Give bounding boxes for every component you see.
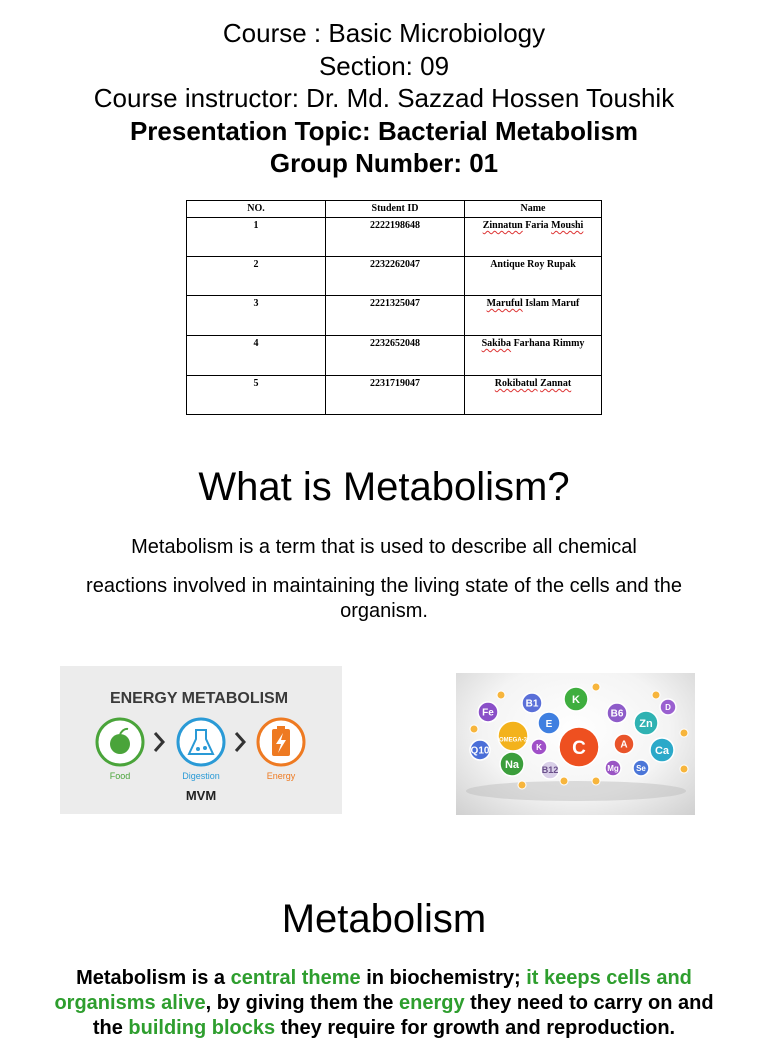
- group-number: Group Number: 01: [269, 148, 499, 178]
- vitamin-label: Q10: [470, 745, 490, 757]
- name-part: Zinnatun: [482, 220, 523, 231]
- table-row: [187, 296, 602, 336]
- mvm-logo: MVM: [185, 788, 217, 803]
- student-id: 2231719047: [326, 376, 465, 415]
- vitamin-label: Fe: [482, 707, 494, 719]
- row-number: 1: [187, 218, 326, 257]
- table-row: [187, 376, 602, 415]
- vitamin-label: B6: [610, 708, 624, 720]
- name-part: Moushi: [551, 220, 584, 231]
- food-label: Food: [109, 771, 131, 781]
- student-name: Antique Roy Rupak: [465, 257, 602, 296]
- column-header-student-id: Student ID: [326, 201, 465, 218]
- highlight-text: it keeps cells and organisms alive: [54, 967, 692, 1014]
- energy-metabolism-image: [60, 666, 342, 814]
- definition-line-1: Metabolism is a term that is used to describe all chemical: [131, 536, 637, 558]
- small-bubble: [518, 781, 526, 789]
- presentation-topic: Presentation Topic: Bacterial Metabolism: [129, 115, 639, 146]
- name-part: Faria: [522, 220, 552, 231]
- small-bubble: [497, 691, 505, 699]
- row-number: 4: [187, 336, 326, 376]
- vitamins-minerals-image: [456, 673, 695, 815]
- small-bubble: [680, 729, 688, 737]
- highlight-text: energy: [399, 992, 465, 1014]
- vitamin-label: B1: [525, 698, 539, 710]
- apple-icon: [110, 734, 130, 754]
- table-row: [187, 218, 602, 257]
- student-name: [465, 376, 602, 415]
- energy-metabolism-graphic: [60, 666, 342, 814]
- what-is-metabolism-heading: What is Metabolism?: [198, 465, 570, 509]
- text-run: they require for growth and reproduction.: [275, 1017, 676, 1039]
- vitamin-label: K: [572, 694, 580, 707]
- row-number: 5: [187, 376, 326, 415]
- small-bubble: [680, 765, 688, 773]
- student-name: [465, 336, 602, 376]
- student-id: 2232652048: [326, 336, 465, 376]
- column-header-no: NO.: [187, 201, 326, 218]
- instructor-label: Course instructor: Dr. Md. Sazzad Hossen Toushik: [93, 83, 675, 113]
- vitamin-label: OMEGA-3: [498, 737, 528, 744]
- small-bubble: [560, 777, 568, 785]
- text-run: they need to carry on and the: [92, 992, 714, 1039]
- energy-label: Energy: [266, 771, 296, 781]
- vitamin-label: Se: [636, 763, 646, 773]
- name-part: Farhana Rimmy: [511, 338, 585, 349]
- student-name: [465, 218, 602, 257]
- definition-line-2: reactions involved in maintaining the living state of the cells and the organism.: [86, 575, 682, 622]
- row-number: 2: [187, 257, 326, 296]
- column-header-name: Name: [465, 201, 602, 218]
- vitamin-bubbles-graphic: [456, 673, 695, 815]
- student-id: 2232262047: [326, 257, 465, 296]
- digestion-circle: [178, 719, 224, 765]
- name-part: Zannat: [540, 378, 572, 389]
- text-run: Metabolism is a: [76, 967, 231, 989]
- small-bubble: [592, 683, 600, 691]
- energy-title: ENERGY METABOLISM: [109, 690, 289, 707]
- arrow-icon: [236, 733, 244, 751]
- vitamin-label: Ca: [654, 745, 670, 758]
- metabolism-heading: Metabolism: [281, 897, 487, 941]
- name-part: Maruful: [486, 298, 523, 309]
- table-header-row: [187, 201, 602, 218]
- vitamin-label: Zn: [639, 718, 653, 731]
- digestion-label: Digestion: [182, 771, 220, 781]
- small-bubble: [592, 777, 600, 785]
- small-bubble: [470, 725, 478, 733]
- metabolism-paragraph: [52, 966, 716, 1041]
- arrow-icon: [155, 733, 163, 751]
- vitamin-label: Na: [504, 759, 520, 772]
- name-part: Rokibatul: [494, 378, 538, 389]
- section-label: Section: 09: [318, 50, 450, 81]
- highlight-text: building blocks: [128, 1017, 276, 1039]
- text-run: , by giving them the: [205, 992, 399, 1014]
- vitamin-label: C: [572, 738, 586, 759]
- name-part: Islam Maruf: [522, 298, 580, 309]
- vitamin-label: E: [545, 718, 553, 730]
- vitamin-label: K: [536, 742, 542, 752]
- small-bubble: [652, 691, 660, 699]
- table-row: [187, 257, 602, 296]
- vitamin-bubble: [498, 721, 528, 751]
- vitamin-label: Mg: [607, 763, 619, 773]
- vitamin-label: D: [665, 702, 671, 712]
- student-name: [465, 296, 602, 336]
- title-block: [0, 17, 768, 180]
- student-id: 2222198648: [326, 218, 465, 257]
- highlight-text: central theme: [230, 967, 361, 989]
- student-id: 2221325047: [326, 296, 465, 336]
- text-run: in biochemistry;: [360, 967, 527, 989]
- row-number: 3: [187, 296, 326, 336]
- table-row: [187, 336, 602, 376]
- vitamin-label: A: [620, 739, 628, 751]
- name-part: Sakiba: [481, 338, 512, 349]
- vitamin-label: B12: [541, 765, 559, 776]
- course-title: Course : Basic Microbiology: [222, 18, 546, 48]
- student-table: [186, 200, 602, 415]
